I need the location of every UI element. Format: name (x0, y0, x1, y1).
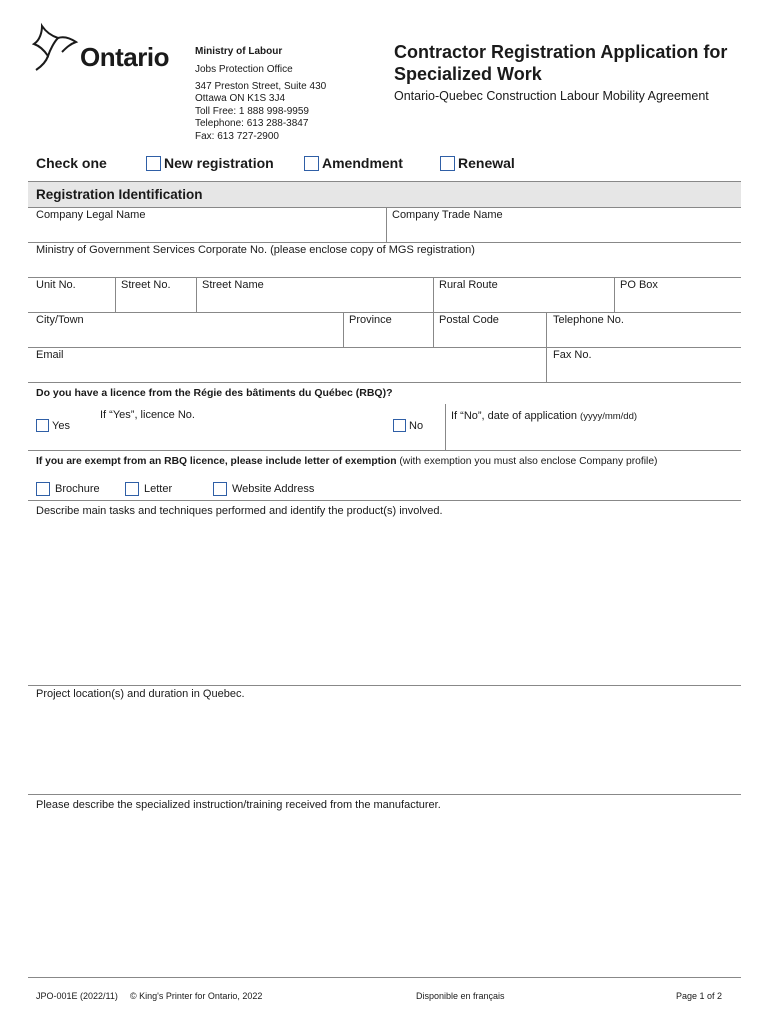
training-description-label: Please describe the specialized instruction/training received from the manufacturer. (36, 799, 441, 811)
address-line: Jobs Protection Office (195, 64, 293, 75)
french-version-note: Disponible en français (416, 991, 505, 1001)
form-title: Contractor Registration Application for Specialized Work (394, 42, 728, 84)
tasks-description-label: Describe main tasks and techniques performed and identify the product(s) involved. (36, 505, 443, 517)
divider (28, 347, 741, 348)
city-town-label: City/Town (36, 314, 84, 326)
amendment-checkbox[interactable] (304, 156, 319, 171)
divider (115, 277, 116, 312)
amendment-option[interactable] (304, 155, 403, 171)
rbq-no-checkbox[interactable] (393, 419, 406, 432)
letter-label: Letter (144, 483, 173, 495)
divider (343, 312, 344, 347)
brochure-checkbox[interactable] (36, 482, 50, 496)
divider (445, 404, 446, 450)
form-subtitle: Ontario-Quebec Construction Labour Mobility Agreement (394, 89, 709, 103)
tasks-description-field[interactable] (28, 520, 741, 684)
divider (28, 242, 741, 243)
website-address-checkbox[interactable] (213, 482, 227, 496)
check-one-label: Check one (36, 155, 107, 171)
registration-section-title: Registration Identification (36, 187, 203, 202)
rbq-yes-label: Yes (52, 419, 70, 432)
po-box-label: PO Box (620, 279, 658, 291)
rbq-yes-checkbox[interactable] (36, 419, 49, 432)
new-registration-option[interactable] (146, 155, 274, 171)
renewal-option[interactable] (440, 155, 515, 171)
exemption-question-bold: If you are exempt from an RBQ licence, please include letter of exemption (36, 456, 397, 467)
divider (28, 312, 741, 313)
divider (28, 794, 741, 795)
training-description-field[interactable] (28, 814, 741, 974)
divider (433, 277, 434, 312)
email-label: Email (36, 349, 64, 361)
amendment-label: Amendment (322, 155, 403, 171)
divider (433, 312, 434, 347)
rural-route-label: Rural Route (439, 279, 498, 291)
address-line: Telephone: 613 288-3847 (195, 118, 309, 130)
address-line: 347 Preston Street, Suite 430 (195, 80, 327, 92)
renewal-checkbox[interactable] (440, 156, 455, 171)
website-address-option[interactable] (213, 482, 314, 496)
divider (28, 382, 741, 383)
rbq-yes-option[interactable] (36, 419, 70, 432)
office-address (195, 64, 326, 144)
fax-no-label: Fax No. (553, 349, 592, 361)
address-line: Fax: 613 727-2900 (195, 130, 279, 142)
divider (386, 208, 387, 242)
licence-no-label: If “Yes”, licence No. (100, 409, 195, 421)
divider (196, 277, 197, 312)
divider (28, 685, 741, 686)
divider (28, 277, 741, 278)
trillium-logo-icon (32, 22, 80, 77)
ministry-name: Ministry of Labour (195, 46, 283, 57)
website-address-label: Website Address (232, 483, 315, 495)
divider (28, 977, 741, 978)
postal-code-label: Postal Code (439, 314, 499, 326)
new-registration-checkbox[interactable] (146, 156, 161, 171)
letter-checkbox[interactable] (125, 482, 139, 496)
new-registration-label: New registration (164, 155, 274, 171)
letter-option[interactable] (125, 482, 172, 496)
rbq-no-option[interactable] (393, 419, 423, 432)
rbq-question: Do you have a licence from the Régie des bâtiments du Québec (RBQ)? (36, 387, 393, 399)
divider (28, 450, 741, 451)
ontario-logo-text: Ontario (80, 42, 169, 72)
street-no-label: Street No. (121, 279, 171, 291)
if-no-text: If “No”, date of application (451, 410, 577, 422)
company-trade-name-label: Company Trade Name (392, 209, 503, 221)
project-location-field[interactable] (28, 703, 741, 793)
address-line: Ottawa ON K1S 3J4 (195, 93, 286, 105)
street-name-label: Street Name (202, 279, 264, 291)
application-date-label (451, 410, 637, 422)
address-line: Toll Free: 1 888 998-9959 (195, 105, 309, 117)
mgs-corporate-no-label: Ministry of Government Services Corporate No. (please enclose copy of MGS registration) (36, 244, 475, 256)
project-location-label: Project location(s) and duration in Quebec. (36, 688, 245, 700)
exemption-question-rest: (with exemption you must also enclose Company profile) (399, 456, 658, 467)
brochure-label: Brochure (55, 483, 100, 495)
province-label: Province (349, 314, 392, 326)
unit-no-label: Unit No. (36, 279, 76, 291)
form-number: JPO-001E (2022/11) (36, 991, 118, 1001)
rbq-no-label: No (409, 419, 424, 432)
exemption-question (36, 456, 658, 467)
copyright: © King's Printer for Ontario, 2022 (130, 991, 263, 1001)
divider (614, 277, 615, 312)
brochure-option[interactable] (36, 482, 100, 496)
renewal-label: Renewal (458, 155, 515, 171)
divider (28, 500, 741, 501)
date-format-hint: (yyyy/mm/dd) (580, 411, 638, 422)
telephone-no-label: Telephone No. (553, 314, 624, 326)
company-legal-name-label: Company Legal Name (36, 209, 146, 221)
page-number: Page 1 of 2 (676, 991, 723, 1001)
